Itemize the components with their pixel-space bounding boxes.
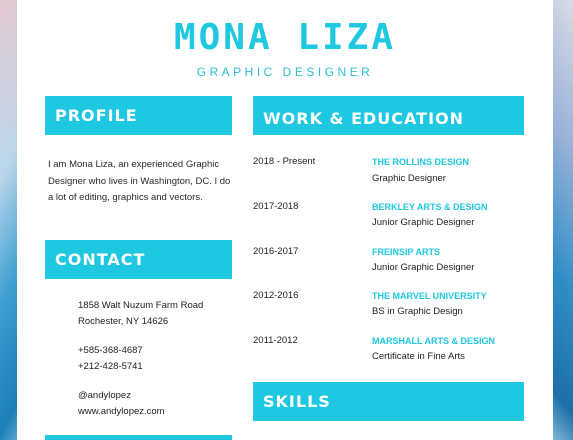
contact-handle: @andylopez bbox=[78, 390, 131, 401]
contact-address-line2: Rochester, NY 14626 bbox=[78, 316, 169, 327]
work-entry-org: BERKLEY ARTS & DESIGN bbox=[372, 202, 488, 212]
contact-address-line1: 1858 Walt Nuzum Farm Road bbox=[78, 300, 204, 311]
contact-website: www.andylopez.com bbox=[78, 406, 165, 417]
work-entry-title: BS in Graphic Design bbox=[372, 306, 463, 317]
work-entry-years: 2011-2012 bbox=[253, 335, 298, 346]
work-entry-title: Junior Graphic Designer bbox=[372, 217, 475, 228]
profile-text: I am Mona Liza, an experienced Graphic Designer who lives in Washington, DC. I do a lot of editing, graphics and vectors. bbox=[48, 159, 231, 203]
work-entry-years: 2016-2017 bbox=[253, 246, 299, 257]
work-entry-title: Junior Graphic Designer bbox=[372, 262, 475, 273]
work-entry-title: Certificate in Fine Arts bbox=[372, 351, 465, 362]
profile-heading: PROFILE bbox=[45, 96, 232, 135]
section-heading-bar bbox=[45, 435, 232, 440]
contact-heading: CONTACT bbox=[45, 240, 232, 279]
work-entry-org: THE MARVEL UNIVERSITY bbox=[372, 291, 487, 301]
work-entry-years: 2012-2016 bbox=[253, 290, 299, 301]
resume-role: GRAPHIC DESIGNER bbox=[196, 65, 374, 79]
work-entry-org: THE ROLLINS DESIGN bbox=[372, 157, 470, 167]
work-entry-title: Graphic Designer bbox=[372, 173, 446, 184]
work-entry-years: 2017-2018 bbox=[253, 201, 299, 212]
resume-name: MONA LIZA bbox=[173, 17, 397, 58]
contact-phone-2: +212-428-5741 bbox=[78, 361, 143, 372]
work-entry-org: FREINSIP ARTS bbox=[372, 247, 441, 257]
work-entry-org: MARSHALL ARTS & DESIGN bbox=[372, 336, 496, 346]
resume-page bbox=[17, 0, 553, 440]
work-entry-years: 2018 - Present bbox=[253, 156, 316, 167]
contact-phone-1: +585-368-4687 bbox=[78, 345, 143, 356]
work-education-heading: WORK & EDUCATION bbox=[253, 96, 524, 135]
skills-heading: SKILLS bbox=[253, 382, 524, 421]
